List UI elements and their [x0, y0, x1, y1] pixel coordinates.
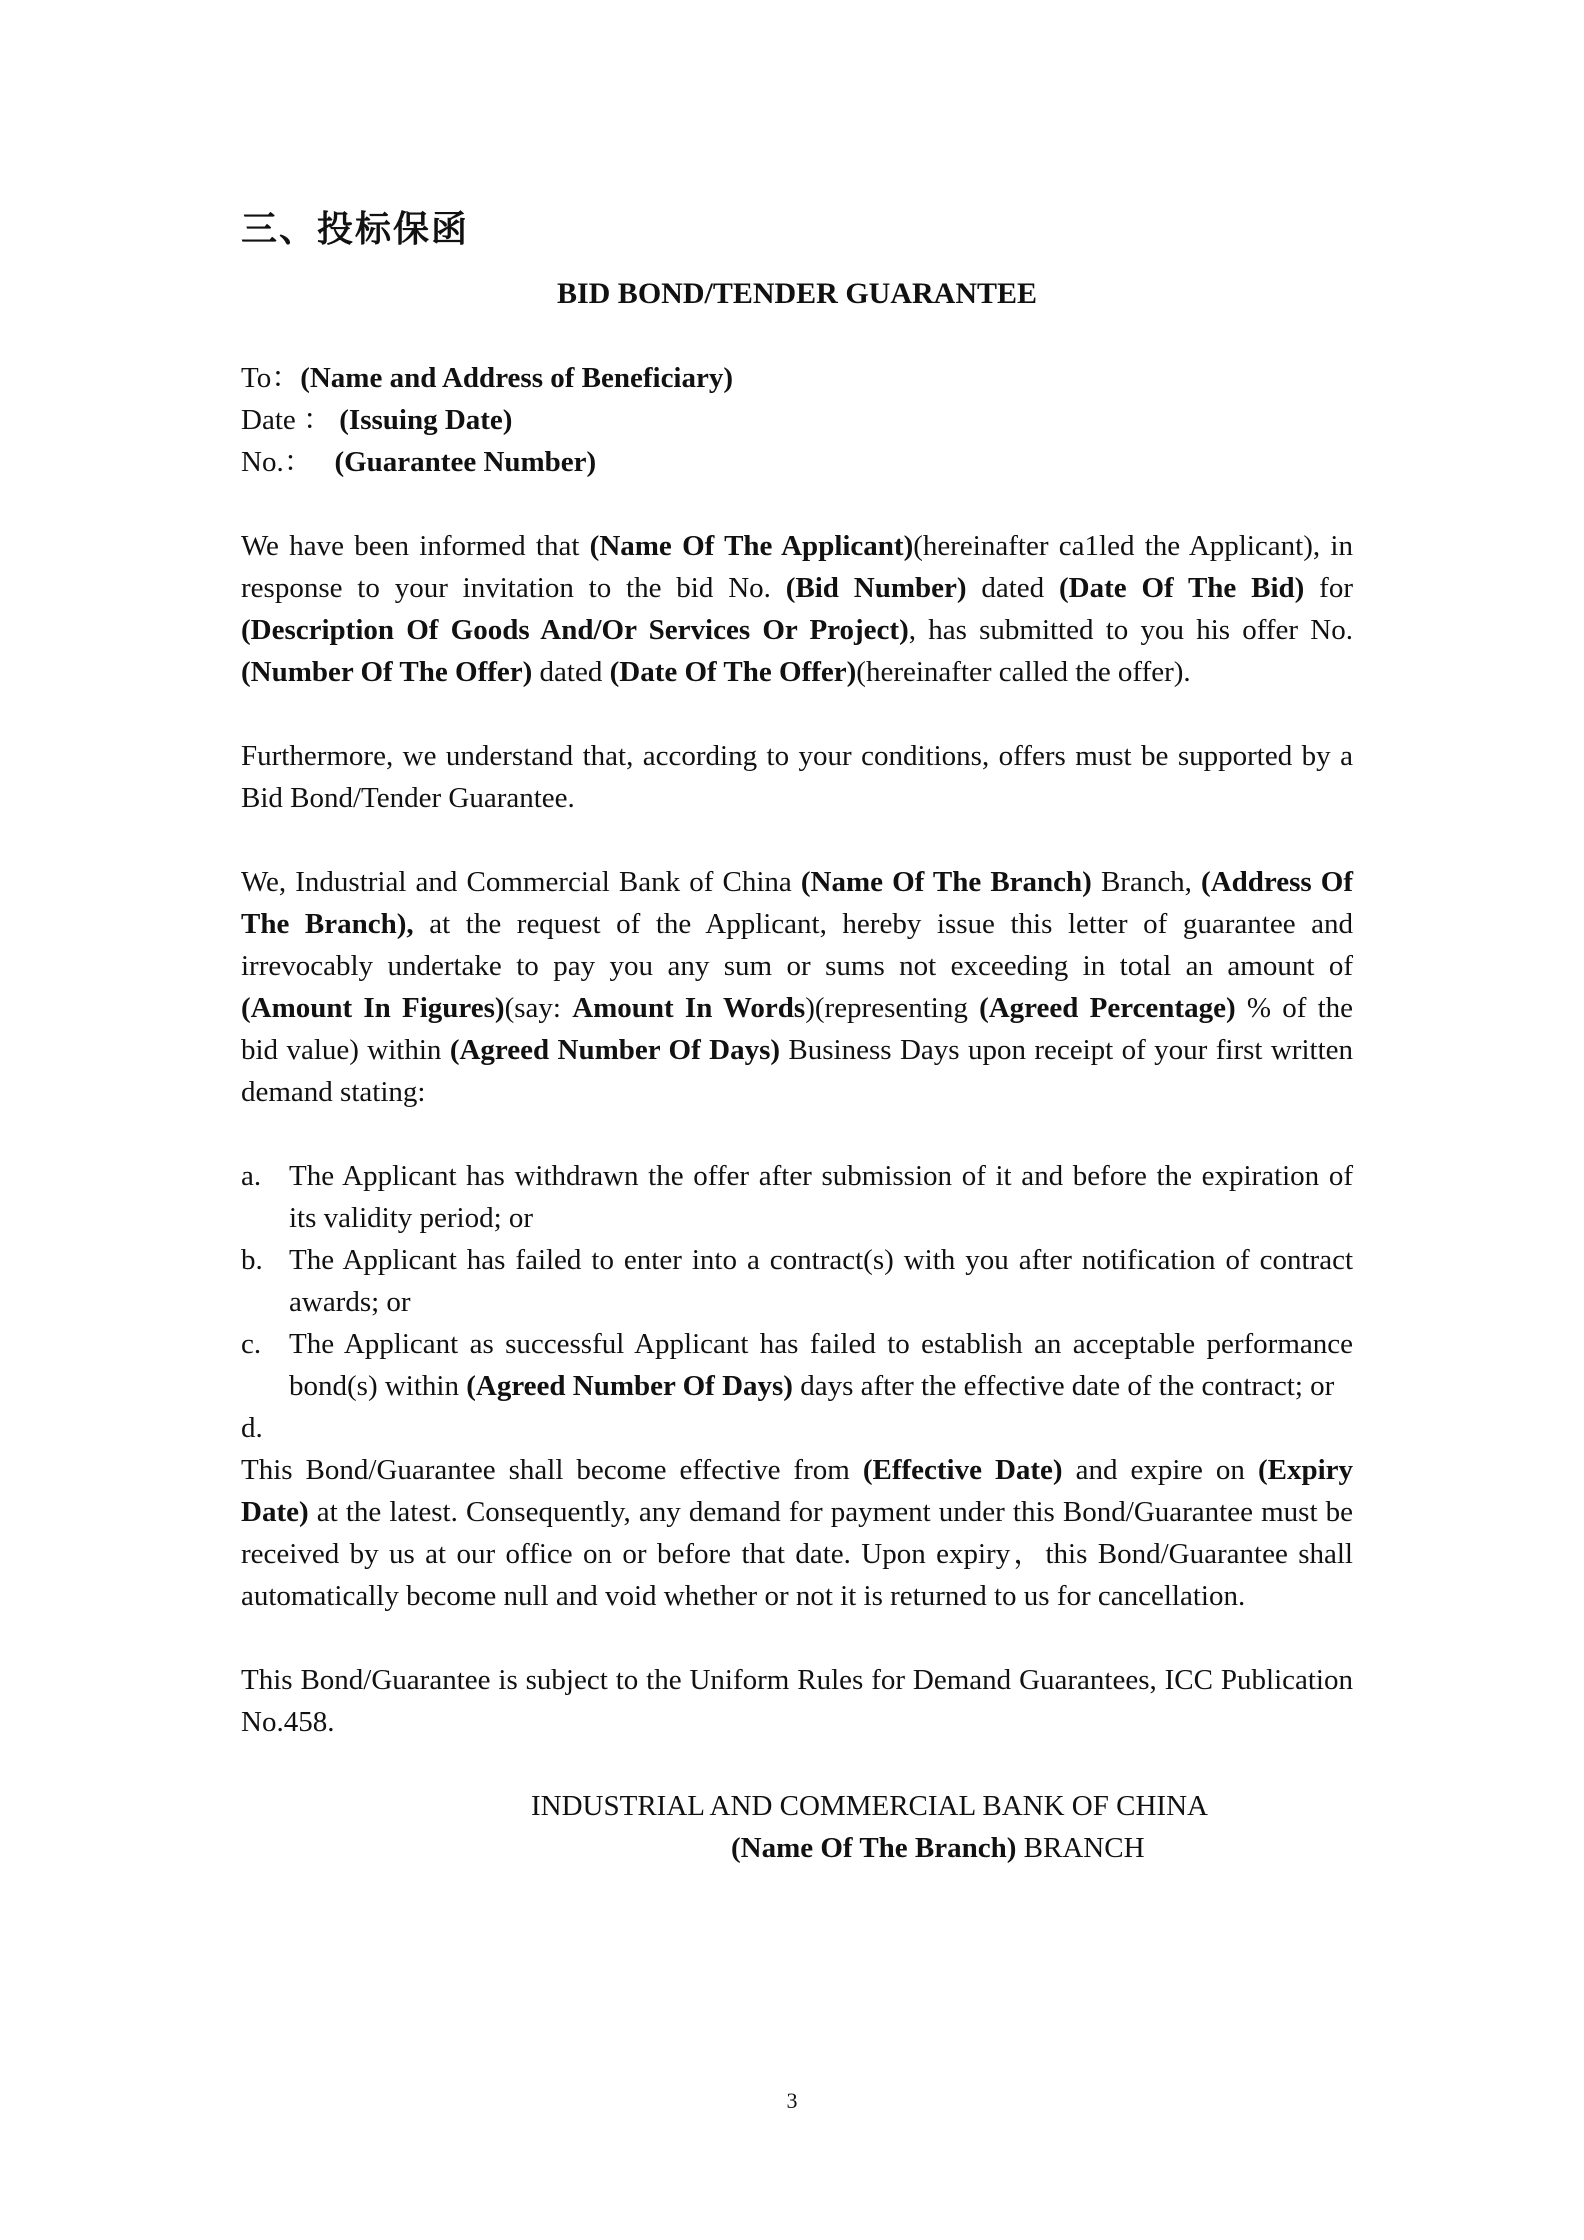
days-placeholder: (Agreed Number Of Days) — [466, 1370, 793, 1402]
list-text: The Applicant has withdrawn the offer after submission of it and before the expiration of its validity period; or — [289, 1160, 1353, 1234]
text-run: dated — [966, 572, 1059, 604]
effective-date-placeholder: (Effective Date) — [862, 1454, 1063, 1486]
date-line — [241, 399, 1353, 441]
paragraph-undertaking — [241, 861, 1353, 1113]
page-number: 3 — [786, 2088, 798, 2113]
guarantee-header — [241, 357, 1353, 483]
number-line — [241, 441, 1353, 483]
list-marker: a. — [241, 1160, 262, 1192]
text-run: at the latest. Consequently, any demand for payment under this Bond/Guarantee must be received by us at our office on or before that date. Upon expiry，this Bond/Guarantee shall automatically become null and void whether or not it is returned to us for cancellation. — [241, 1496, 1353, 1612]
text-run: (hereinafter called the offer). — [856, 656, 1191, 688]
guarantee-number-placeholder: (Guarantee Number) — [334, 446, 597, 478]
signature-block — [241, 1785, 1353, 1869]
branch-address-placeholder: (Address Of The Branch), — [241, 866, 1354, 940]
list-text: The Applicant has failed to enter into a contract(s) with you after notification of contract awards; or — [289, 1244, 1353, 1318]
applicant-name-placeholder: (Name Of The Applicant) — [589, 530, 914, 562]
demand-conditions-list — [241, 1155, 1353, 1449]
paragraph-rules: This Bond/Guarantee is subject to the Uniform Rules for Demand Guarantees, ICC Publication No.458. — [241, 1664, 1353, 1738]
text-run: Branch, — [1091, 866, 1202, 898]
amount-figures-placeholder: (Amount In Figures) — [241, 992, 505, 1024]
text-run: Business Days upon receipt of your first written demand stating: — [241, 1034, 1353, 1108]
list-item — [241, 1407, 1353, 1449]
paragraph-validity — [241, 1449, 1353, 1617]
bid-number-placeholder: (Bid Number) — [785, 572, 967, 604]
text-run: , has submitted to you his offer No. — [908, 614, 1353, 646]
branch-suffix: BRANCH — [1016, 1832, 1145, 1864]
issuing-date-placeholder: (Issuing Date) — [339, 404, 513, 436]
text-run: dated — [532, 656, 610, 688]
text-run: (say: — [504, 992, 573, 1024]
date-label: Date ： — [241, 404, 332, 436]
text-run: at the request of the Applicant, hereby issue this letter of guarantee and irrevocably undertake to pay you any sum or sums not exceeding in total an amount of — [241, 908, 1354, 982]
bid-date-placeholder: (Date Of The Bid) — [1058, 572, 1305, 604]
list-item — [241, 1323, 1353, 1407]
list-marker: b. — [241, 1244, 263, 1276]
list-item — [241, 1239, 1353, 1323]
document-page — [241, 205, 1353, 1869]
list-item — [241, 1155, 1353, 1239]
to-label: To： — [241, 362, 301, 394]
beneficiary-placeholder: (Name and Address of Beneficiary) — [300, 362, 734, 394]
number-label: No.： — [241, 446, 313, 478]
list-marker: c. — [241, 1328, 262, 1360]
text-run: We have been informed that — [241, 530, 590, 562]
text-run: We, Industrial and Commercial Bank of China — [241, 866, 801, 898]
paragraph-applicant-offer — [241, 525, 1353, 693]
amount-words-placeholder: Amount In Words — [572, 992, 806, 1024]
text-run: % of the bid value) within — [241, 992, 1353, 1066]
text-run: (hereinafter ca1led the Applicant), in response to your invitation to the bid No. — [241, 530, 1353, 604]
offer-number-placeholder: (Number Of The Offer) — [241, 656, 533, 688]
branch-line — [531, 1827, 1353, 1869]
section-heading: 三、投标保函 — [241, 209, 470, 250]
branch-name-placeholder: (Name Of The Branch) — [800, 866, 1092, 898]
to-line — [241, 357, 1353, 399]
text-run: for — [1304, 572, 1353, 604]
expiry-date-placeholder: (Expiry Date) — [241, 1454, 1353, 1528]
days-placeholder: (Agreed Number Of Days) — [449, 1034, 781, 1066]
list-text: days after the effective date of the contract; or — [792, 1370, 1335, 1402]
list-marker: d. — [241, 1412, 263, 1444]
description-placeholder: (Description Of Goods And/Or Services Or Project) — [241, 614, 909, 646]
branch-name-placeholder: (Name Of The Branch) — [731, 1832, 1017, 1864]
document-title: BID BOND/TENDER GUARANTEE — [556, 277, 1038, 310]
percentage-placeholder: (Agreed Percentage) — [979, 992, 1236, 1024]
text-run: and expire on — [1062, 1454, 1258, 1486]
list-text: The Applicant as successful Applicant has failed to establish an acceptable performance bond(s) within — [289, 1328, 1353, 1402]
paragraph-conditions: Furthermore, we understand that, according to your conditions, offers must be supported by a Bid Bond/Tender Guarantee. — [241, 740, 1353, 814]
bank-name: INDUSTRIAL AND COMMERCIAL BANK OF CHINA — [531, 1790, 1208, 1822]
text-run: This Bond/Guarantee shall become effective from — [241, 1454, 863, 1486]
text-run: )(representing — [805, 992, 980, 1024]
offer-date-placeholder: (Date Of The Offer) — [609, 656, 857, 688]
